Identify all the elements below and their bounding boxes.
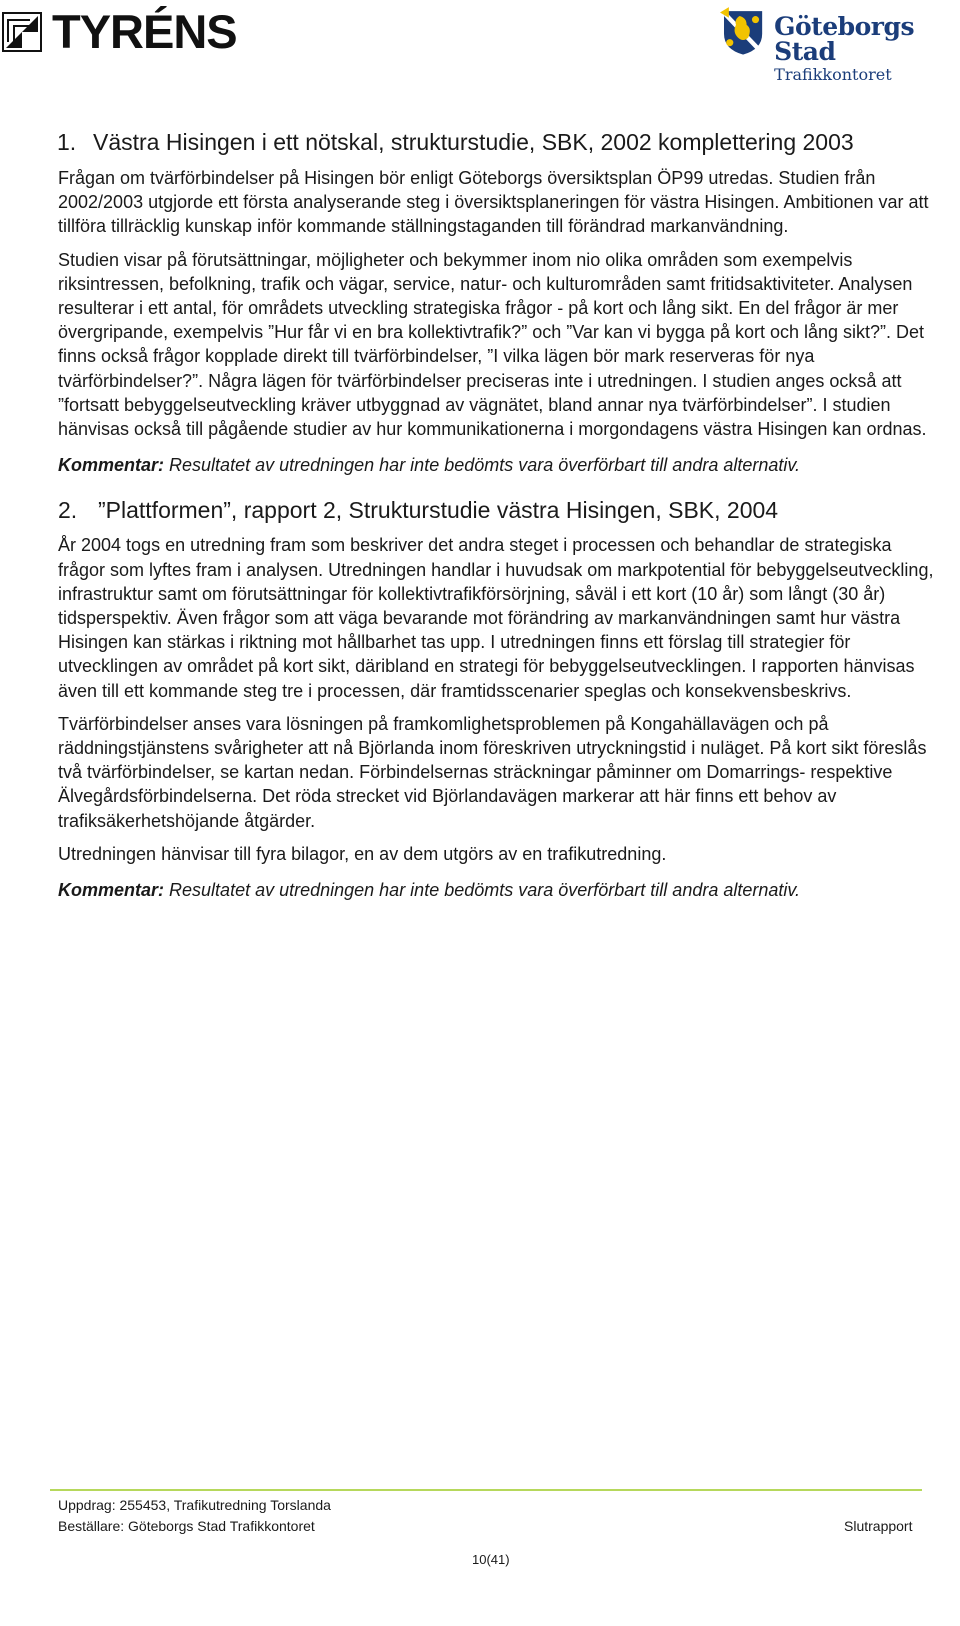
- city-crest-icon: [720, 4, 766, 60]
- tyrens-logo-text: TYRÉNS: [52, 5, 237, 58]
- section-1-title: Västra Hisingen i ett nötskal, strukturstudie, SBK, 2002 komplettering 2003: [93, 129, 854, 155]
- tyrens-emblem-icon: [2, 12, 42, 52]
- comment-text: Resultatet av utredningen har inte bedömts vara överförbart till andra alternativ.: [169, 455, 801, 476]
- section-2-comment: [58, 878, 938, 902]
- section-2-title: ”Plattformen”, rapport 2, Strukturstudie västra Hisingen, SBK, 2004: [98, 497, 779, 524]
- section-2-paragraph: Tvärförbindelser anses vara lösningen på framkomlighetsproblemen på Kongahällavägen och på räddningstjänstens svårigheter att nå Björlanda inom föreskriven utryckningstid i nuläget. På kort sikt föreslås två tvärförbindelser, se kartan nedan. Förbindelsernas sträckningar påminner om Domarrings- respektive Älvegårdsförbindelserna. Det röda strecket vid Björlandavägen markerar att här finns ett behov av trafiksäkerhetshöjande åtgärder.: [58, 713, 927, 831]
- goteborgs-stad-logo: [720, 4, 960, 83]
- footer-divider: [50, 1489, 922, 1491]
- page-number: 10(41): [472, 1552, 510, 1567]
- section-1-paragraph: Studien visar på förutsättningar, möjligheter och bekymmer inom nio olika områden som exempelvis riksintressen, befolkning, trafik och vägar, service, natur- och kulturområden samt fritidsaktiviteter. Analysen resulterar i ett antal, för områdets utveckling strategiska frågor - på kort och lång sikt. En del frågor är mer övergripande, exempelvis ”Hur får vi en bra kollektivtrafik?” och ”Var kan vi bygga på kort och lång sikt?”. Det finns också frågor kopplade direkt till tvärförbindelser, ”I vilka lägen bör mark reserveras för nya tvärförbindelser?”. Några lägen för tvärförbindelser preciseras inte i utredningen. I studien anges också att ”fortsatt bebyggelseutveckling kräver utbyggnad av vägnätet, bland annar nya tvärförbindelser”. I studien hänvisas också till pågående studier av hur kommunikationerna i morgondagens västra Hisingen kan ordnas.: [58, 249, 927, 440]
- tyrens-logo: [2, 5, 237, 58]
- goteborgs-stad-name: Göteborgs Stad: [774, 12, 915, 66]
- section-1-paragraph: Frågan om tvärförbindelser på Hisingen bör enligt Göteborgs översiktsplan ÖP99 utredas. Studien från 2002/2003 utgjorde ett första analyserande steg i översiktsplaneringen för västra Hisingen. Ambitionen var att tillföra tillräcklig kunskap inför kommande ställningstaganden till förändrad markanvändning.: [58, 168, 929, 237]
- page-header: [0, 0, 960, 84]
- comment-label: Kommentar:: [58, 880, 165, 901]
- footer-report-type: Slutrapport: [844, 1518, 913, 1534]
- footer-client: Beställare: Göteborgs Stad Trafikkontoret: [58, 1518, 315, 1534]
- footer-assignment: Uppdrag: 255453, Trafikutredning Torslanda: [58, 1497, 331, 1513]
- comment-label: Kommentar:: [58, 455, 165, 476]
- document-body: [58, 127, 938, 911]
- section-2-heading: [58, 495, 938, 525]
- goteborgs-stad-wordmark: [774, 4, 960, 83]
- section-2-paragraph: Utredningen hänvisar till fyra bilagor, en av dem utgörs av en trafikutredning.: [58, 843, 667, 864]
- section-1-number: 1.: [57, 129, 77, 155]
- section-1-heading: [57, 127, 938, 157]
- trafikkontoret-label: Trafikkontoret: [774, 65, 892, 84]
- section-2-paragraph: År 2004 togs en utredning fram som beskriver det andra steget i processen och behandlar de strategiska frågor som lyftes fram i analysen. Utredningen handlar i huvudsak om markpotential för bebyggelseutveckling, infrastruktur samt om förutsättningar för kollektivtrafikförsörjning, såväl i ett kort (10 år) som långt (30 år) tidsperspektiv. Även frågor som att väga bevarande mot förändring av markanvändningen samt hur västra Hisingen kan stärkas i riktning mot hållbarhet tas upp. I utredningen finns ett förslag till strategier för utvecklingen av området på kort sikt, däribland en strategi för bebyggelseutvecklingen. I rapporten hänvisas även till ett kommande steg tre i processen, där framtidsscenarier speglas och konsekvensbeskrivs.: [58, 535, 934, 701]
- section-2-number: 2.: [58, 497, 78, 524]
- comment-text: Resultatet av utredningen har inte bedömts vara överförbart till andra alternativ.: [169, 880, 801, 901]
- section-1-comment: [58, 453, 938, 477]
